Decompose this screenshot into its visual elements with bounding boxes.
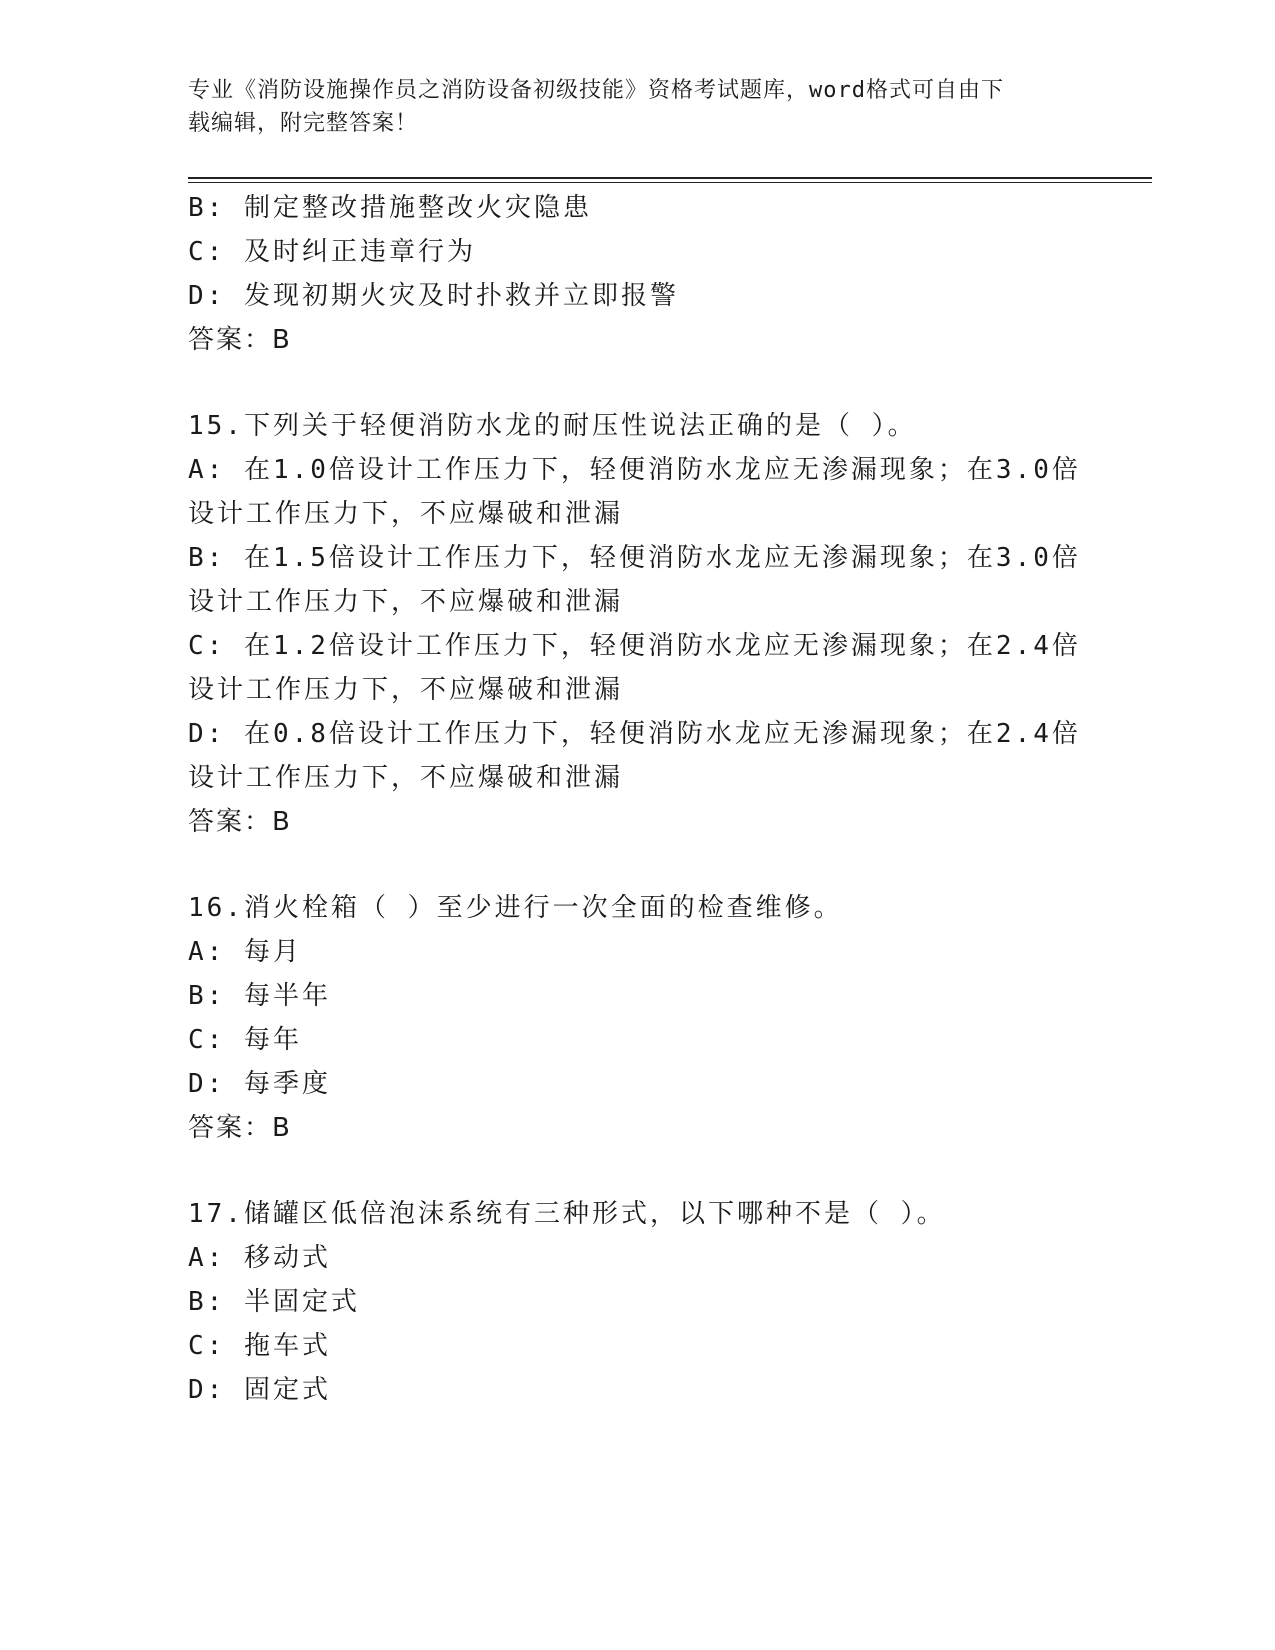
- q15-option-b-line2: 设计工作压力下，不应爆破和泄漏: [188, 587, 624, 617]
- prev-option-b: B: 制定整改措施整改火灾隐患: [188, 193, 592, 223]
- document-header: [188, 74, 1088, 140]
- q16-question: 16.消火栓箱（ ）至少进行一次全面的检查维修。: [188, 893, 843, 923]
- q17-option-b: B: 半固定式: [188, 1287, 360, 1317]
- q16-answer: 答案：B: [188, 1113, 292, 1143]
- q15-option-b-line1: B: 在1.5倍设计工作压力下，轻便消防水龙应无渗漏现象；在3.0倍: [188, 543, 1081, 573]
- q15-option-d-line1: D: 在0.8倍设计工作压力下，轻便消防水龙应无渗漏现象；在2.4倍: [188, 719, 1081, 749]
- header-rule-thick: [188, 177, 1152, 179]
- header-line-2: 载编辑，附完整答案！: [188, 111, 419, 136]
- prev-option-d: D: 发现初期火灾及时扑救并立即报警: [188, 281, 679, 311]
- q15-question: 15.下列关于轻便消防水龙的耐压性说法正确的是（ ）。: [188, 411, 917, 441]
- q15-option-c-line1: C: 在1.2倍设计工作压力下，轻便消防水龙应无渗漏现象；在2.4倍: [188, 631, 1081, 661]
- q15-answer: 答案：B: [188, 807, 292, 837]
- q17-option-d: D: 固定式: [188, 1375, 331, 1405]
- q16-option-d: D: 每季度: [188, 1069, 331, 1099]
- q17-option-c: C: 拖车式: [188, 1331, 331, 1361]
- prev-option-c: C: 及时纠正违章行为: [188, 237, 476, 267]
- q15-option-a-line1: A: 在1.0倍设计工作压力下，轻便消防水龙应无渗漏现象；在3.0倍: [188, 455, 1081, 485]
- q16-option-c: C: 每年: [188, 1025, 302, 1055]
- header-line-1: 专业《消防设施操作员之消防设备初级技能》资格考试题库，word格式可自由下: [188, 78, 1004, 103]
- q15-option-c-line2: 设计工作压力下，不应爆破和泄漏: [188, 675, 624, 705]
- prev-answer: 答案：B: [188, 325, 292, 355]
- q16-option-a: A: 每月: [188, 937, 302, 967]
- q17-option-a: A: 移动式: [188, 1243, 331, 1273]
- q15-option-d-line2: 设计工作压力下，不应爆破和泄漏: [188, 763, 624, 793]
- header-rule-thin: [188, 182, 1152, 183]
- q16-option-b: B: 每半年: [188, 981, 331, 1011]
- q15-option-a-line2: 设计工作压力下，不应爆破和泄漏: [188, 499, 624, 529]
- q17-question: 17.储罐区低倍泡沫系统有三种形式，以下哪种不是（ ）。: [188, 1199, 946, 1229]
